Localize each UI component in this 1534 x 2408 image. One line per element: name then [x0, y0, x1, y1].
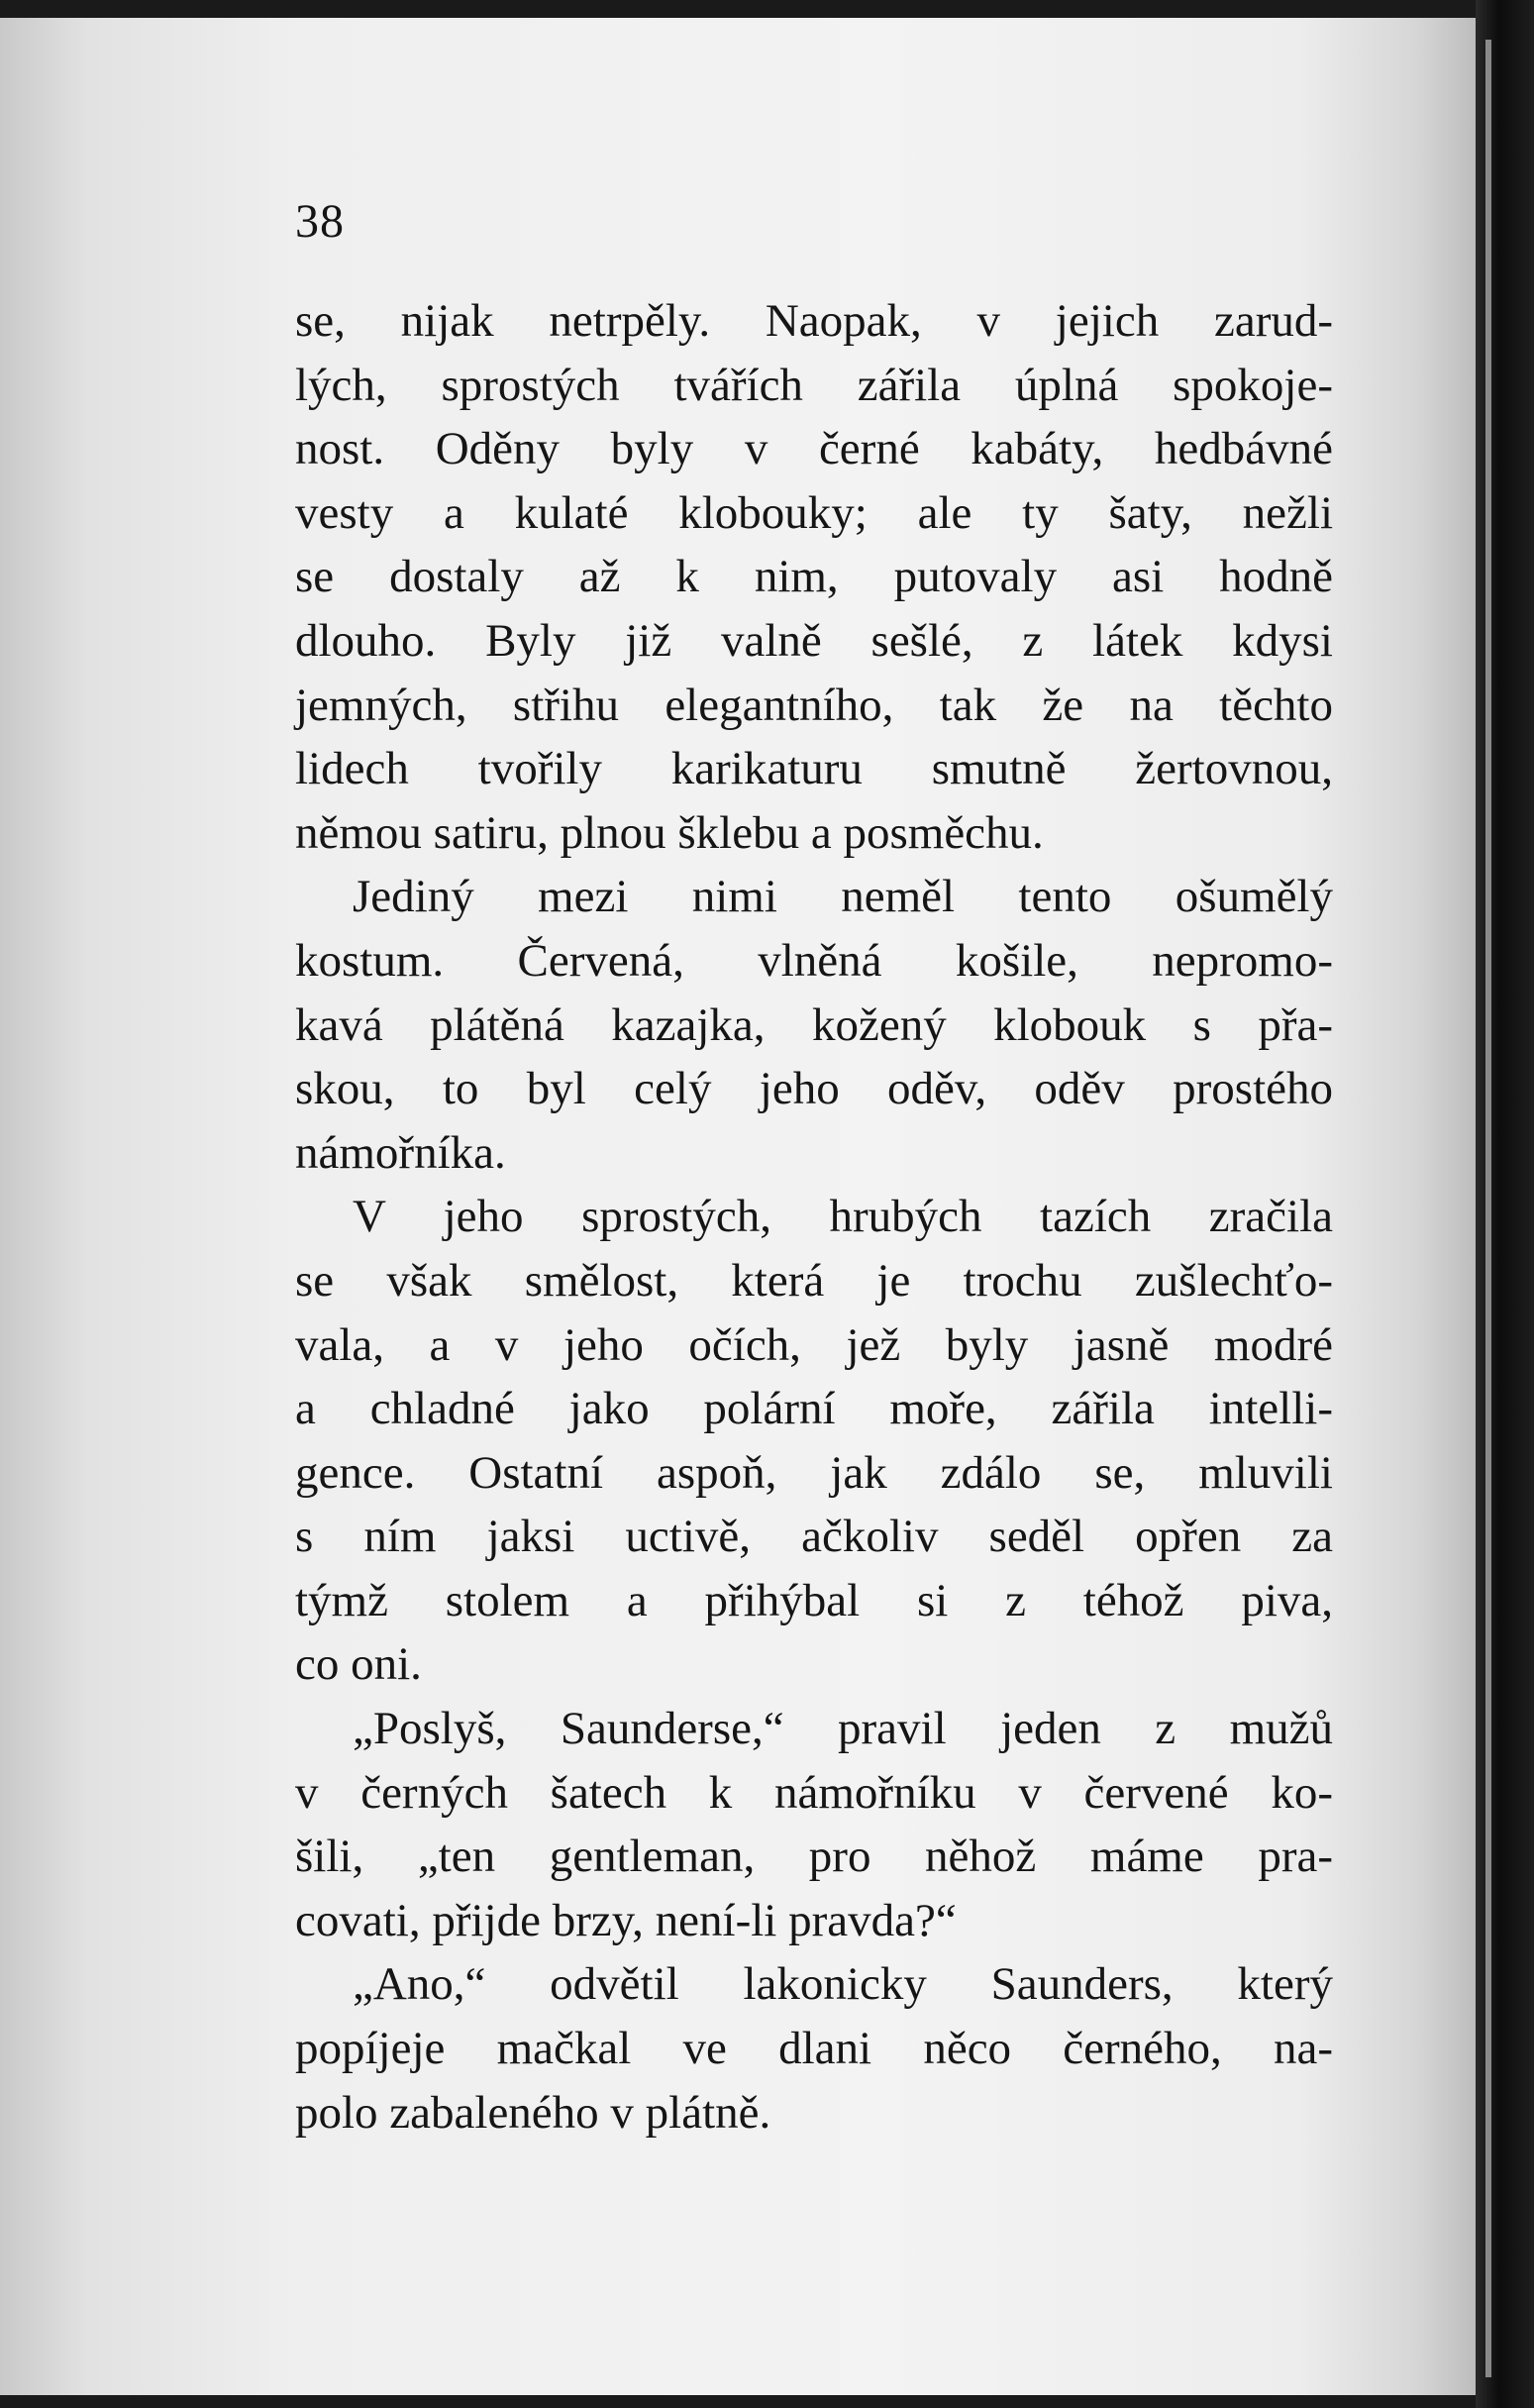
text-line: s ním jaksi uctivě, ačkoliv seděl opřen za [295, 1511, 1333, 1563]
text-line: se, nijak netrpěly. Naopak, v jejich zarud- [295, 295, 1333, 347]
page-number: 38 [295, 195, 345, 248]
text-line: lidech tvořily karikaturu smutně žertovnou, [295, 743, 1333, 795]
text-line: se dostaly až k nim, putovaly asi hodně [295, 551, 1333, 603]
text-line: v černých šatech k námořníku v červené ko- [295, 1766, 1333, 1819]
page-edge-highlight [1485, 40, 1491, 2377]
text-line: vesty a kulaté klobouky; ale ty šaty, nežli [295, 486, 1333, 539]
text-line: „Ano,“ odvětil lakonicky Saunders, který [353, 1958, 1333, 2011]
text-line: popíjeje mačkal ve dlani něco černého, na- [295, 2023, 1333, 2075]
text-line: co oni. [295, 1638, 422, 1691]
text-line: kostum. Červená, vlněná košile, nepromo- [295, 934, 1333, 987]
text-line: lých, sprostých tvářích zářila úplná spokoje- [295, 359, 1333, 411]
text-line: se však smělost, která je trochu zušlechťo- [295, 1254, 1333, 1307]
text-line: námořníka. [295, 1126, 506, 1179]
text-line: gence. Ostatní aspoň, jak zdálo se, mluvili [295, 1446, 1333, 1499]
text-line: nost. Oděny byly v černé kabáty, hedbávné [295, 423, 1333, 475]
text-line: „Poslyš, Saunderse,“ pravil jeden z mužů [353, 1703, 1333, 1755]
text-line: covati, přijde brzy, není-li pravda?“ [295, 1894, 957, 1946]
book-binding-edge [1476, 0, 1534, 2408]
text-line: jemných, střihu elegantního, tak že na těchto [295, 679, 1333, 731]
text-line: V jeho sprostých, hrubých tazích zračila [353, 1191, 1333, 1243]
text-line: týmž stolem a přihýbal si z téhož piva, [295, 1574, 1333, 1626]
text-line: a chladné jako polární moře, zářila intelli- [295, 1383, 1333, 1435]
text-line: kavá plátěná kazajka, kožený klobouk s přa- [295, 998, 1333, 1051]
body-text [295, 289, 1333, 2145]
text-line: vala, a v jeho očích, jež byly jasně modré [295, 1318, 1333, 1371]
text-line: polo zabaleného v plátně. [295, 2086, 771, 2139]
text-line: skou, to byl celý jeho oděv, oděv prostého [295, 1063, 1333, 1115]
text-line: němou satiru, plnou šklebu a posměchu. [295, 806, 1044, 859]
text-line: šili, „ten gentleman, pro něhož máme pra- [295, 1831, 1333, 1883]
text-line: dlouho. Byly již valně sešlé, z látek kdysi [295, 614, 1333, 667]
text-line: Jediný mezi nimi neměl tento ošumělý [353, 871, 1333, 923]
